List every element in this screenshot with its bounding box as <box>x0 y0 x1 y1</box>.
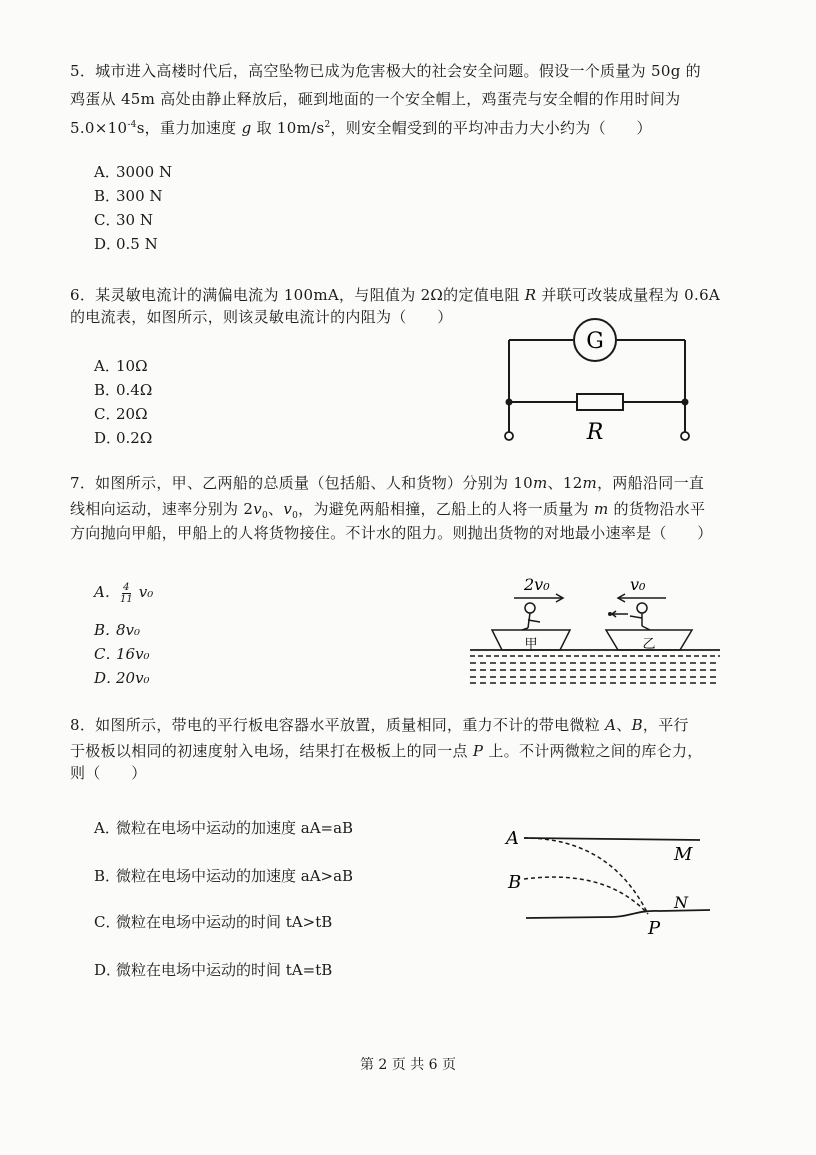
label-p: P <box>648 918 661 939</box>
label-n: N <box>674 893 688 912</box>
terminal-left <box>505 432 513 440</box>
terminal-right <box>681 432 689 440</box>
cargo-dot <box>608 612 612 616</box>
q8-option-b[interactable]: B．微粒在电场中运动的加速度 aA>aB <box>94 867 354 885</box>
q6-option-b[interactable]: B．0.4Ω <box>94 381 153 399</box>
q8-option-d[interactable]: D．微粒在电场中运动的时间 tA=tB <box>94 961 333 979</box>
trajectory-b <box>524 877 648 914</box>
q5-option-d[interactable]: D．0.5 N <box>94 235 158 253</box>
q8-capacitor-figure <box>500 822 720 940</box>
boat1-velocity-label: 2v₀ <box>524 575 550 594</box>
q6-circuit-figure <box>495 318 705 448</box>
q7-option-d[interactable]: D．20v₀ <box>94 669 150 687</box>
page-footer: 第 2 页 共 6 页 <box>359 1057 457 1073</box>
q7-line1: 7．如图所示，甲、乙两船的总质量（包括船、人和货物）分别为 10m、12m，两船沿同一直 <box>70 474 705 492</box>
q6-option-d[interactable]: D．0.2Ω <box>94 429 153 447</box>
q5-option-b[interactable]: B．300 N <box>94 187 163 205</box>
q7-option-b[interactable]: B．8v₀ <box>94 621 141 639</box>
q7-option-c[interactable]: C．16v₀ <box>94 645 150 663</box>
resistor-label: R <box>586 420 604 445</box>
boat2-label: 乙 <box>642 637 656 652</box>
galvanometer-label: G <box>586 329 604 354</box>
junction-right <box>682 399 689 406</box>
q7-boats-figure <box>470 570 720 688</box>
q5-line1: 5．城市进入高楼时代后，高空坠物已成为危害极大的社会安全问题。假设一个质量为 50g 的 <box>70 62 701 80</box>
q6-line1: 6．某灵敏电流计的满偏电流为 100mA，与阻值为 2Ω的定值电阻 R 并联可改装成量程为 0.6A <box>70 286 721 304</box>
q6-option-a[interactable]: A．10Ω <box>94 357 148 375</box>
q7-line2: 线相向运动，速率分别为 $2v_0$、$v_0$，为避免两船相撞，乙船上的人将一质量为 m 的货物沿水平 <box>70 500 706 521</box>
label-a: A <box>506 828 519 849</box>
fraction: $\frac{4}{11}$ <box>120 581 133 605</box>
q5-line2: 鸡蛋从 45m 高处由静止释放后，砸到地面的一个安全帽上，鸡蛋壳与安全帽的作用时间为 <box>70 90 681 108</box>
q5-line3: $5.0\times 10^{-4}s$，重力加速度 g 取 $10m/s^2$，则安全帽受到的平均冲击力大小约为（ ） <box>70 119 652 137</box>
trajectory-a <box>524 838 648 914</box>
q6-line2: 的电流表，如图所示，则该灵敏电流计的内阻为（ ） <box>70 308 453 326</box>
q5-option-c[interactable]: C．30 N <box>94 211 153 229</box>
boat1-label: 甲 <box>524 637 538 652</box>
plate-m <box>524 838 700 840</box>
q7-line3: 方向抛向甲船，甲船上的人将货物接住。不计水的阻力。则抛出货物的对地最小速率是（ ） <box>70 524 713 542</box>
boat2-velocity-label: v₀ <box>630 575 646 594</box>
q8-line2: 于极板以相同的初速度射入电场，结果打在极板上的同一点 P 上。不计两微粒之间的库仑力， <box>70 742 703 760</box>
q8-option-c[interactable]: C．微粒在电场中运动的时间 tA>tB <box>94 913 333 931</box>
q6-option-c[interactable]: C．20Ω <box>94 405 148 423</box>
q8-line3: 则（ ） <box>70 764 147 782</box>
label-m: M <box>674 844 693 865</box>
q5-option-a[interactable]: A．3000 N <box>94 163 173 181</box>
q8-option-a[interactable]: A．微粒在电场中运动的加速度 aA=aB <box>94 819 354 837</box>
resistor-symbol <box>577 394 623 410</box>
junction-left <box>506 399 513 406</box>
label-b: B <box>508 872 522 893</box>
q7-option-a[interactable]: A． $\frac{4}{11}$ v₀ <box>94 581 154 605</box>
q8-line1: 8．如图所示，带电的平行板电容器水平放置，质量相同，重力不计的带电微粒 A、B，平行 <box>70 716 689 734</box>
